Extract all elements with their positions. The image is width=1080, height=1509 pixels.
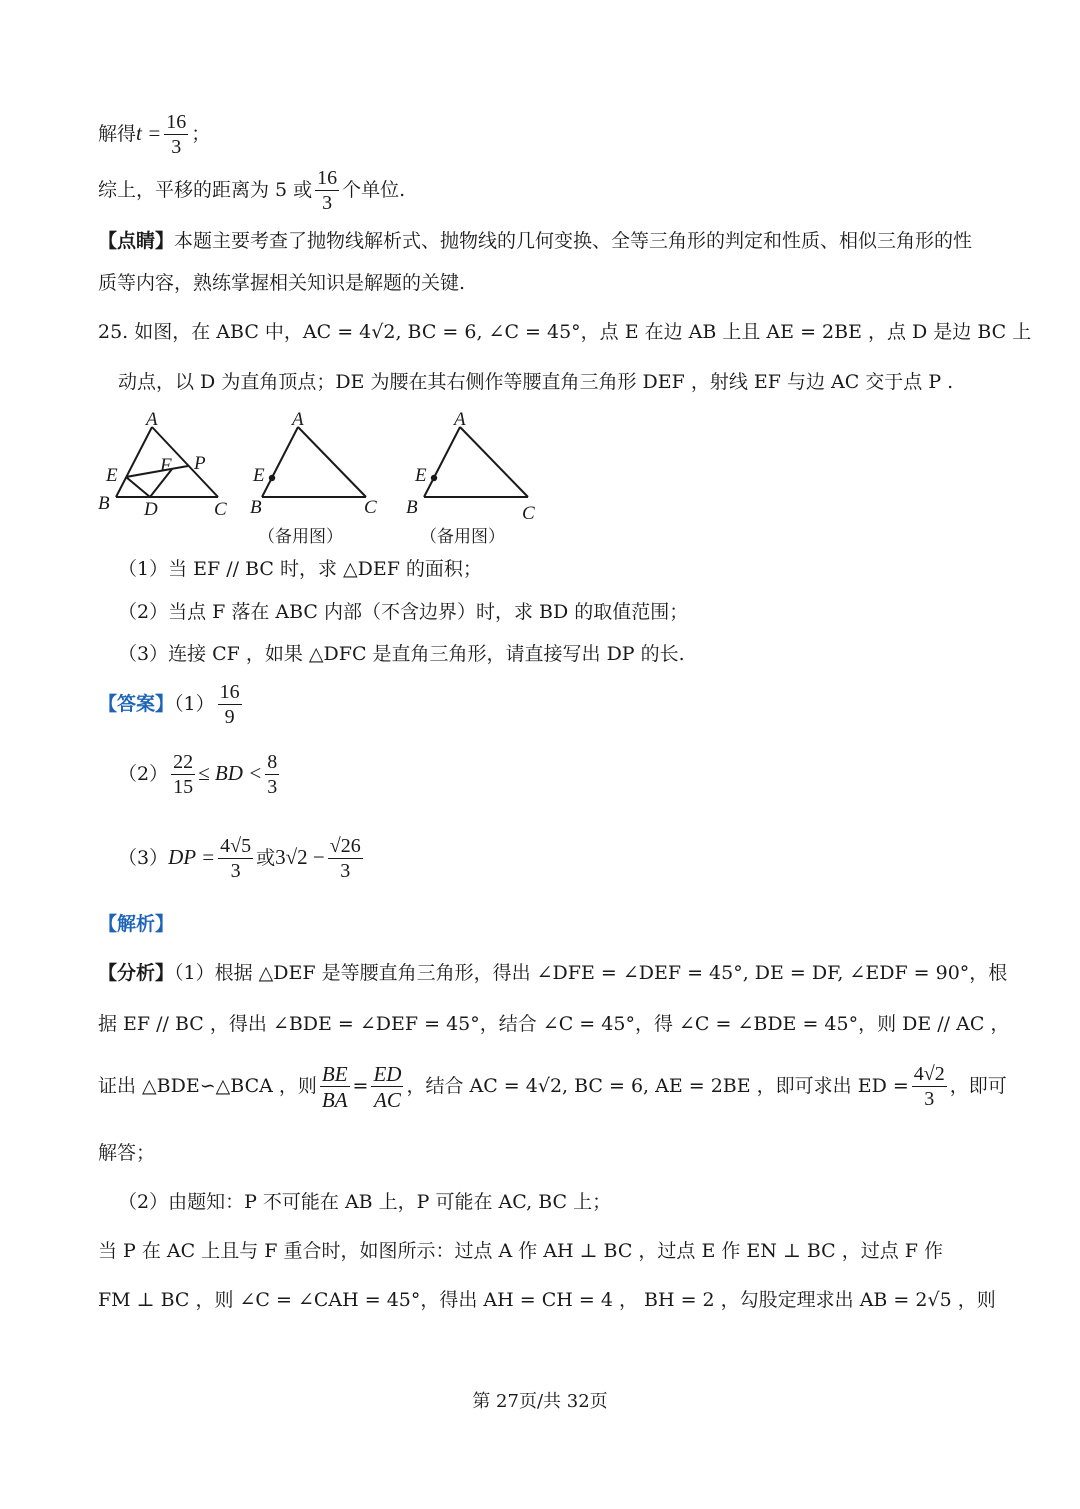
fig3-point-e	[431, 475, 437, 481]
figure-3	[424, 427, 528, 497]
edge-ep	[126, 466, 188, 477]
edge-ac	[460, 427, 528, 497]
answer-3	[118, 836, 366, 882]
denominator: 3	[924, 1088, 935, 1111]
fraction	[912, 1064, 947, 1110]
edge-ac	[298, 427, 366, 497]
math-var: DP =	[168, 845, 216, 869]
numerator: 16	[317, 167, 338, 189]
subquestion-2: （2）当点 F 落在 ABC 内部（不含边界）时，求 BD 的取值范围；	[118, 601, 689, 623]
analysis-line-5: （2）由题知：P 不可能在 AB 上，P 可能在 AC, BC 上；	[118, 1191, 612, 1213]
fraction	[265, 752, 279, 798]
analysis-text: 证出 △BDE∽△BCA ，则	[98, 1075, 317, 1098]
answer-2	[118, 752, 282, 798]
denominator: AC	[374, 1088, 401, 1113]
analysis-line-6: 当 P 在 AC 上且与 F 重合时，如图所示：过点 A 作 AH ⊥ BC ，过点 E 作 EN ⊥ BC ，过点 F 作	[98, 1240, 944, 1262]
analysis-text: ，结合 AC = 4√2, BC = 6, AE = 2BE ，即可求出 ED =	[406, 1075, 909, 1098]
question-text: 25. 如图，在 ABC 中，AC = 4√2, BC = 6, ∠C = 45°，点 E 在边 AB 上且 AE = 2BE ，点 D 是边 BC 上	[98, 321, 1032, 343]
fraction	[328, 836, 363, 882]
numerator: 22	[173, 751, 194, 773]
denominator: 15	[173, 776, 194, 798]
answer-label: （1）	[174, 693, 215, 715]
page-footer: 第 27页/共 32页	[472, 1391, 608, 1412]
numerator: 4√2	[913, 1063, 945, 1086]
math-expr: 3√2 −	[275, 845, 325, 869]
fig1-label-d: D	[144, 499, 158, 520]
analysis-text: （1）根据 △DEF 是等腰直角三角形，得出 ∠DFE = ∠DEF = 45°, DE = DF, ∠EDF = 90°，根	[174, 962, 1008, 984]
answer-tag: 【答案】	[98, 693, 175, 715]
analysis-subtag: 【分析】	[98, 962, 175, 984]
denominator: 3	[230, 860, 241, 882]
analysis-text: ，即可	[949, 1075, 1007, 1098]
comment-text: 质等内容，熟练掌握相关知识是解题的关键.	[98, 272, 466, 294]
edge-ab	[116, 427, 152, 497]
fig3-label-e: E	[415, 465, 427, 486]
caption-figure-3: （备用图）	[420, 527, 505, 547]
denominator: 3	[322, 192, 333, 214]
analysis-tag	[98, 915, 174, 934]
solution-line-t	[98, 112, 210, 158]
fig3-label-b: B	[406, 497, 418, 518]
math-expr: ≤ BD <	[198, 761, 263, 785]
geometry-figures	[90, 405, 560, 520]
denominator: 3	[267, 776, 278, 798]
text: 解得	[98, 123, 137, 145]
caption-figure-2: （备用图）	[258, 527, 343, 547]
answer-label: （2）	[118, 763, 169, 785]
fraction	[320, 1063, 350, 1111]
question-25-line-2	[118, 373, 953, 392]
denominator: 9	[224, 706, 235, 728]
equals: =	[352, 1075, 369, 1098]
fig1-label-f: F	[160, 455, 172, 476]
text: 综上，平移的距离为 5 或	[98, 179, 313, 201]
fig1-label-b: B	[98, 493, 110, 514]
analysis-line-2: 据 EF // BC ，得出 ∠BDE = ∠DEF = 45°，结合 ∠C = 45°，得 ∠C = ∠BDE = 45°，则 DE // AC ，	[98, 1013, 1010, 1035]
fraction	[171, 752, 195, 798]
fig3-label-c: C	[522, 503, 535, 520]
numerator: ED	[373, 1062, 402, 1086]
fig2-label-b: B	[250, 497, 262, 518]
question-25-line-1	[98, 323, 1031, 342]
analysis-label: 【解析】	[98, 913, 175, 935]
fraction	[371, 1063, 403, 1111]
fig2-point-e	[269, 475, 275, 481]
edge-ab	[262, 427, 298, 497]
fig2-label-e: E	[253, 465, 265, 486]
fig2-label-a: A	[292, 409, 304, 430]
numerator: 16	[166, 111, 187, 133]
numerator: 16	[219, 681, 240, 703]
fraction	[315, 168, 339, 214]
fig2-label-c: C	[364, 497, 377, 518]
analysis-line-7: FM ⊥ BC ，则 ∠C = ∠CAH = 45°，得出 AH = CH = 4 ， BH = 2 ，勾股定理求出 AB = 2√5 ，则	[98, 1289, 996, 1311]
fraction	[218, 682, 242, 728]
comment-line-1	[98, 232, 972, 251]
subquestion-3: （3）连接 CF ，如果 △DFC 是直角三角形，请直接写出 DP 的长.	[118, 643, 685, 665]
numerator: 8	[267, 751, 278, 773]
numerator: BE	[321, 1062, 348, 1086]
summary-line	[98, 168, 405, 214]
fig1-label-p: P	[194, 453, 206, 474]
fraction	[164, 112, 188, 158]
text: ；	[191, 123, 211, 145]
text: 或	[256, 847, 276, 869]
denominator: 3	[171, 136, 182, 158]
fig1-label-c: C	[214, 499, 227, 520]
comment-text: 本题主要考查了抛物线解析式、抛物线的几何变换、全等三角形的判定和性质、相似三角形的性	[174, 230, 973, 252]
numerator: √26	[329, 835, 361, 857]
comment-line-2	[98, 274, 465, 293]
denominator: BA	[321, 1088, 348, 1113]
subquestion-1: （1）当 EF // BC 时，求 △DEF 的面积；	[118, 558, 482, 580]
figure-2	[262, 427, 366, 497]
math-var: t =	[136, 121, 162, 145]
edge-ed	[126, 477, 150, 497]
comment-tag: 【点睛】	[98, 230, 175, 252]
text: 个单位.	[342, 179, 406, 201]
question-text: 动点，以 D 为直角顶点；DE 为腰在其右侧作等腰直角三角形 DEF ，射线 EF 与边 AC 交于点 P .	[118, 371, 954, 393]
answer-1	[98, 682, 245, 728]
answer-label: （3）	[118, 847, 169, 869]
fraction	[218, 836, 253, 882]
fig1-label-a: A	[146, 409, 158, 430]
analysis-line-1	[98, 964, 1007, 983]
numerator: 4√5	[220, 835, 252, 857]
analysis-line-4: 解答；	[98, 1142, 156, 1164]
edge-ab	[424, 427, 460, 497]
fig1-label-e: E	[106, 465, 118, 486]
analysis-line-3	[98, 1063, 1007, 1111]
denominator: 3	[340, 860, 351, 882]
fig3-label-a: A	[454, 409, 466, 430]
